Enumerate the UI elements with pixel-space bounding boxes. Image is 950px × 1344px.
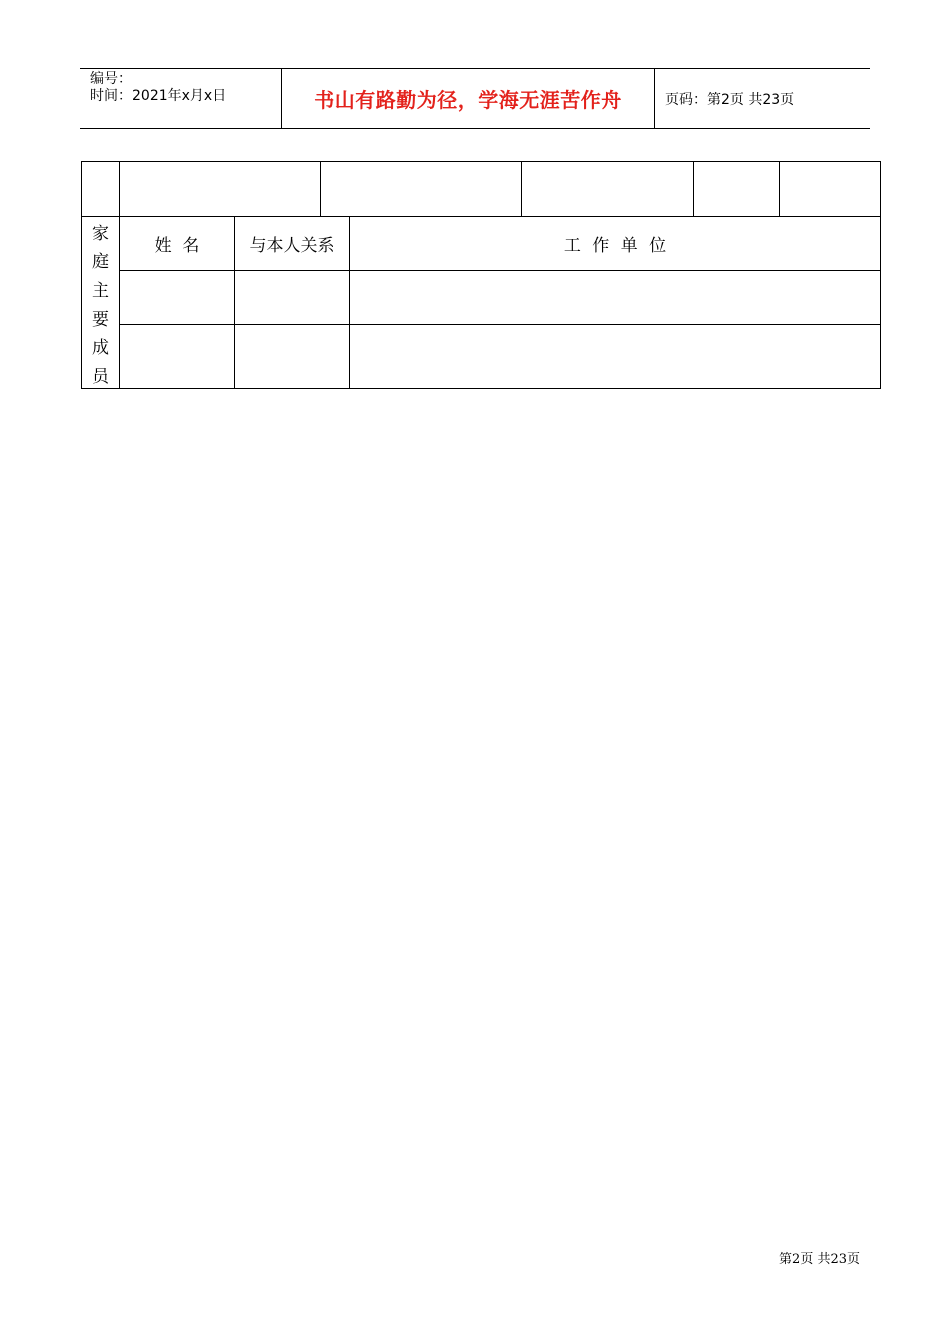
side-label-char: 家 bbox=[92, 223, 109, 244]
workplace-cell[interactable] bbox=[350, 271, 880, 324]
side-label-char: 员 bbox=[92, 367, 109, 388]
side-label-char: 要 bbox=[92, 309, 109, 330]
form-table bbox=[81, 161, 881, 389]
column-divider bbox=[693, 162, 694, 216]
motto-title: 书山有路勤为径，学海无涯苦作舟 bbox=[282, 69, 655, 128]
side-label-char: 庭 bbox=[92, 252, 109, 273]
document-header bbox=[80, 68, 870, 129]
page-info: 页码：第2页 共23页 bbox=[665, 91, 795, 108]
header-meta bbox=[80, 69, 282, 128]
relation-cell[interactable] bbox=[235, 325, 349, 388]
workplace-cell[interactable] bbox=[350, 325, 880, 388]
side-label-char: 成 bbox=[92, 338, 109, 359]
column-header-relation: 与本人关系 bbox=[249, 236, 335, 256]
date-label: 时间：2021年x月x日 bbox=[90, 88, 227, 104]
name-cell[interactable] bbox=[120, 271, 234, 324]
name-cell[interactable] bbox=[120, 325, 234, 388]
family-members-label bbox=[82, 217, 119, 389]
column-divider bbox=[320, 162, 321, 216]
column-header-name: 姓 名 bbox=[154, 236, 200, 256]
relation-cell[interactable] bbox=[235, 271, 349, 324]
side-label-char: 主 bbox=[92, 281, 109, 302]
column-header-workplace: 工 作 单 位 bbox=[563, 236, 667, 256]
column-divider bbox=[521, 162, 522, 216]
column-divider bbox=[779, 162, 780, 216]
page-footer: 第2页 共23页 bbox=[779, 1252, 860, 1267]
serial-number-label: 编号： bbox=[90, 71, 132, 87]
